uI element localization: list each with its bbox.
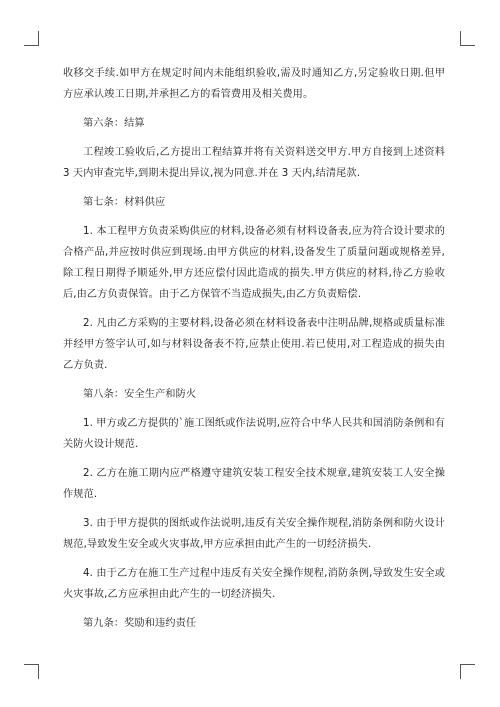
heading-article-7: 第七条：材料供应	[83, 197, 166, 208]
heading-article-8: 第八条：安全生产和防火	[83, 389, 197, 400]
heading-article-6: 第六条：结算	[83, 118, 145, 129]
crop-mark-bottom-left	[24, 664, 39, 679]
document-body	[63, 63, 445, 642]
heading-article-9: 第九条：奖励和违约责任	[83, 618, 197, 629]
paragraph-safety-1: 1. 甲方或乙方提供的`施工图纸或作法说明,应符合中华人民共和国消防条例和有关防火设计规范.	[63, 418, 445, 450]
paragraph-materials-1: 1. 本工程甲方负责采购供应的材料,设备必须有材料设备表,应为符合设计要求的合格产品,并应按时供应到现场.由甲方供应的材料,设备发生了质量问题或规格差异,除工程日期得予顺延外,甲方还应偿付因此造成的损失.甲方供应的材料,待乙方验收后,由乙方负责保管。由于乙方保管不当造成损失,由乙方负责赔偿.	[63, 226, 445, 300]
paragraph-acceptance-continued: 收移交手续.如甲方在规定时间内未能组织验收,需及时通知乙方,另定验收日期.但甲方应承认竣工日期,并承担乙方的看管费用及相关费用。	[63, 68, 445, 100]
crop-mark-top-left	[24, 31, 39, 46]
paragraph-materials-2: 2. 凡由乙方采购的主要材料,设备必须在材料设备表中注明品牌,规格或质量标准并经甲方签字认可,如与材料设备表不符,应禁止使用.若已使用,对工程造成的损失由乙方负责.	[63, 318, 445, 371]
paragraph-safety-3: 3. 由于甲方提供的图纸或作法说明,违反有关安全操作规程,消防条例和防火设计规范,导致发生安全或火灾事故,甲方应承担由此产生的一切经济损失.	[63, 518, 445, 550]
crop-mark-bottom-right	[460, 664, 475, 679]
crop-mark-top-right	[460, 31, 475, 46]
paragraph-safety-2: 2. 乙方在施工期内应严格遵守建筑安装工程安全技术规章,建筑安装工人安全操作规范.	[63, 468, 445, 500]
paragraph-settlement: 工程竣工验收后,乙方提出工程结算并将有关资料送交甲方.甲方自接到上述资料 3 天内审查完毕,到期未提出异议,视为同意.并在 3 天内,结清尾款.	[63, 147, 445, 179]
paragraph-safety-4: 4. 由于乙方在施工生产过程中违反有关安全操作规程,消防条例,导致发生安全或火灾事故,乙方应承担由此产生的一切经济损失.	[63, 568, 445, 600]
